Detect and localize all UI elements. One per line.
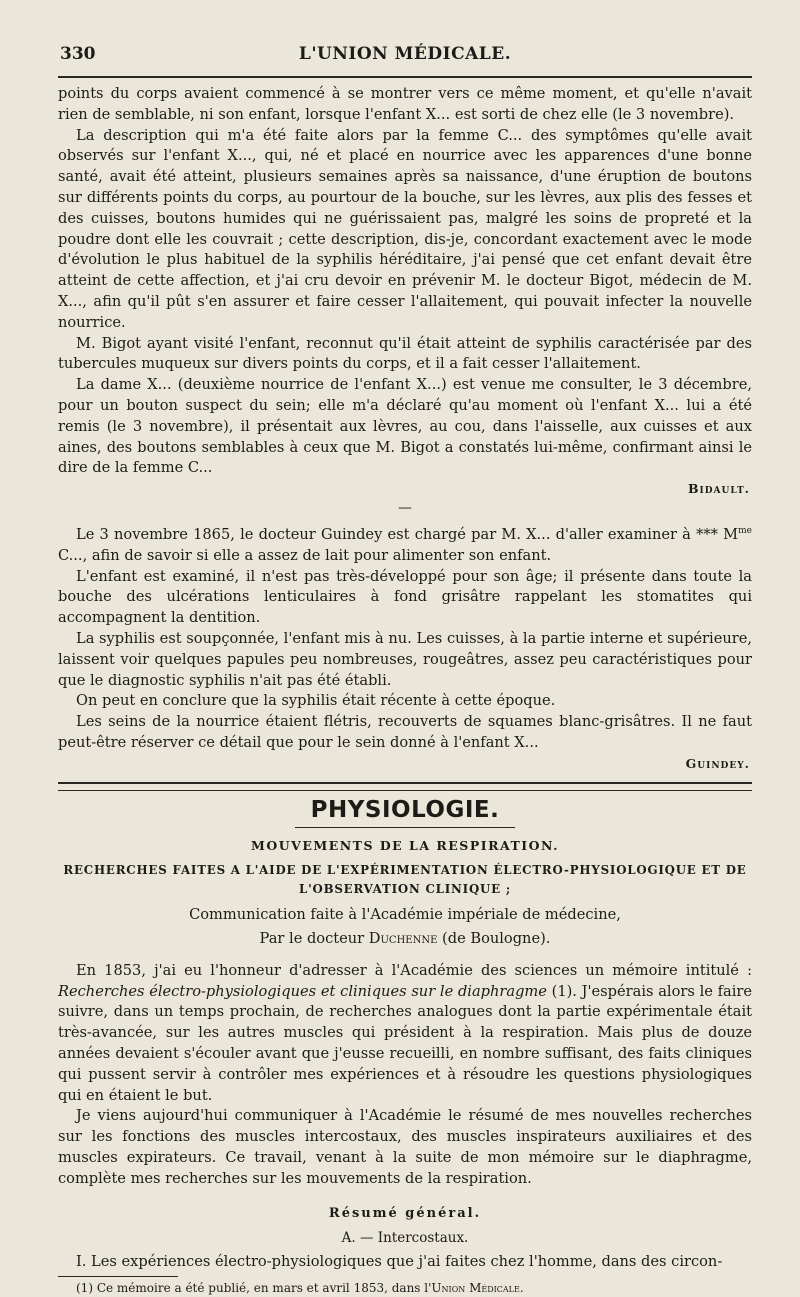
- case-two-p1-start: Le 3 novembre 1865, le docteur Guindey est chargé par M. X... d'aller examiner à *** M: [76, 526, 739, 543]
- section-heading-underline: [295, 827, 515, 828]
- signature-guindey: Guindey.: [685, 755, 750, 771]
- author-prefix: Par le docteur: [259, 929, 369, 947]
- case-two-paragraph-3: La syphilis est soupçonnée, l'enfant mis à nu. Les cuisses, à la partie interne et supérieure, laissent voir quelques papules peu nombreuses, rougeâtres, assez peu caractéristiques pour que le diagnostic syphilis n'ait pas été établi.: [58, 629, 752, 689]
- footnote-text-end: .: [519, 1281, 524, 1296]
- section-rule-top: [58, 782, 752, 784]
- case-two-paragraph-2: L'enfant est examiné, il n'est pas très-développé pour son âge; il présente dans toute la bouche des ulcérations lenticulaires à fond grisâtre rappelant les stomatites qui accompagnent la dentition.: [58, 567, 752, 627]
- section-divider: —: [398, 500, 412, 517]
- article-title: MOUVEMENTS DE LA RESPIRATION.: [251, 837, 559, 853]
- subsection-heading: A. — Intercostaux.: [341, 1229, 469, 1246]
- running-head: [58, 40, 752, 72]
- author-suffix: (de Boulogne).: [437, 929, 551, 947]
- case-two-p1-end: C..., afin de savoir si elle a assez de lait pour alimenter son enfant.: [58, 546, 552, 564]
- case-two-paragraph-5: Les seins de la nourrice étaient flétris, recouverts de squames blanc-grisâtres. Il ne faut peut-être réserver ce détail que pour le sein donné à l'enfant X...: [58, 713, 752, 751]
- case-two-paragraph-4: On peut en conclure que la syphilis était récente à cette époque.: [76, 692, 556, 710]
- section-heading-physiologie: PHYSIOLOGIE.: [310, 796, 500, 823]
- signature-bidault: Bidault.: [687, 481, 750, 497]
- case-one-paragraph-3: M. Bigot ayant visité l'enfant, reconnut qu'il était atteint de syphilis caractérisée par des tubercules muqueux sur divers points du corps, et il a fait cesser l'allaitement.: [58, 334, 752, 373]
- communication-line: Communication faite à l'Académie impériale de médecine,: [189, 905, 621, 923]
- case-one-paragraph-2: La description qui m'a été faite alors par la femme C... des symptômes qu'elle avait observés sur l'enfant X..., qui, né et placé en nourrice avec les apparences d'une bonne santé, avait été atteint, plusieurs semaines après sa naissance, d'une éruption de boutons sur différents points du corps, au pourtour de la bouche, sur les lèvres, aux plis des fesses et des cuisses, boutons humides qui ne guérissaient pas, malgré les soins de propreté et la poudre dont elle les couvrait ; cette description, dis-je, concordant exactement avec le mode d'évolution le plus habituel de la syphilis héréditaire, j'ai pensé que cet enfant devait être atteint de cette affection, et j'ai cru devoir en prévenir M. le docteur Bigot, médecin de M. X..., afin qu'il pût s'en assurer et faire cesser l'allaitement, qui pouvait infecter la nouvelle nourrice.: [58, 126, 752, 331]
- author-name: Duchenne: [368, 929, 438, 947]
- case-one-paragraph-1: points du corps avaient commencé à se montrer vers ce même moment, et qu'elle n'avait rien de semblable, ni son enfant, lorsque l'enfant X... est sorti de chez elle (le 3 novembre).: [58, 85, 752, 123]
- footnote-journal: Union Médicale: [431, 1281, 520, 1296]
- article-subtitle: RECHERCHES FAITES A L'AIDE DE L'EXPÉRIMENTATION ÉLECTRO-PHYSIOLOGIQUE ET DE L'OBSERVATION CLINIQUE ;: [63, 862, 747, 896]
- journal-title: L'UNION MÉDICALE.: [298, 44, 512, 64]
- memoir-title-italic: Recherches électro-physiologiques et cliniques sur le diaphragme: [58, 982, 547, 1000]
- physio-p1-start: En 1853, j'ai eu l'honneur d'adresser à l'Académie des sciences un mémoire intitulé :: [76, 961, 752, 979]
- header-rule: [58, 76, 752, 78]
- case-one-paragraph-4: La dame X... (deuxième nourrice de l'enfant X...) est venue me consulter, le 3 décembre, pour un bouton suspect du sein; elle m'a déclaré qu'au moment où l'enfant X... lui a été remis (le 3 novembre), il présentait aux lèvres, au cou, dans l'aisselle, aux cuisses et aux aines, des boutons semblables à ceux que M. Bigot a constatés lui-même, confirmant ainsi le dire de la femme C...: [58, 376, 752, 477]
- case-two-paragraph-1: [58, 521, 752, 566]
- page-number: 330: [60, 44, 96, 64]
- physiologie-paragraph-1: [58, 961, 752, 1107]
- footnote: [58, 1279, 752, 1297]
- resume-heading: Résumé général.: [328, 1205, 482, 1221]
- physiologie-paragraph-2: Je viens aujourd'hui communiquer à l'Académie le résumé de mes nouvelles recherches sur les fonctions des muscles intercostaux, des muscles inspirateurs auxiliaires et des muscles expirateurs. Ce travail, venant à la suite de mon mémoire sur le diaphragme, complète mes recherches sur les mouvements de la respiration.: [58, 1107, 752, 1187]
- spacer: [58, 951, 752, 961]
- author-line: [58, 927, 752, 951]
- physiologie-paragraph-3: I. Les expériences électro-physiologiques que j'ai faites chez l'homme, dans des circon-: [76, 1252, 723, 1270]
- footnote-rule: [58, 1276, 178, 1277]
- case-two-p1-sup: me: [738, 526, 752, 537]
- section-rule-bottom: [58, 790, 752, 791]
- physio-p1-end: (1). J'espérais alors le faire suivre, dans un temps prochain, de recherches analogues dont la partie expérimentale était très-avancée, sur les autres muscles qui président à la respiration. Mais plus de douze années devaient s'écouler avant que j'eusse recueilli, en nombre suffisant, des faits cliniques qui pussent servir à contrôler mes expériences et à résoudre les questions physiologiques qui en étaient le but.: [58, 982, 752, 1104]
- footnote-text-start: (1) Ce mémoire a été publié, en mars et avril 1853, dans l': [76, 1281, 432, 1296]
